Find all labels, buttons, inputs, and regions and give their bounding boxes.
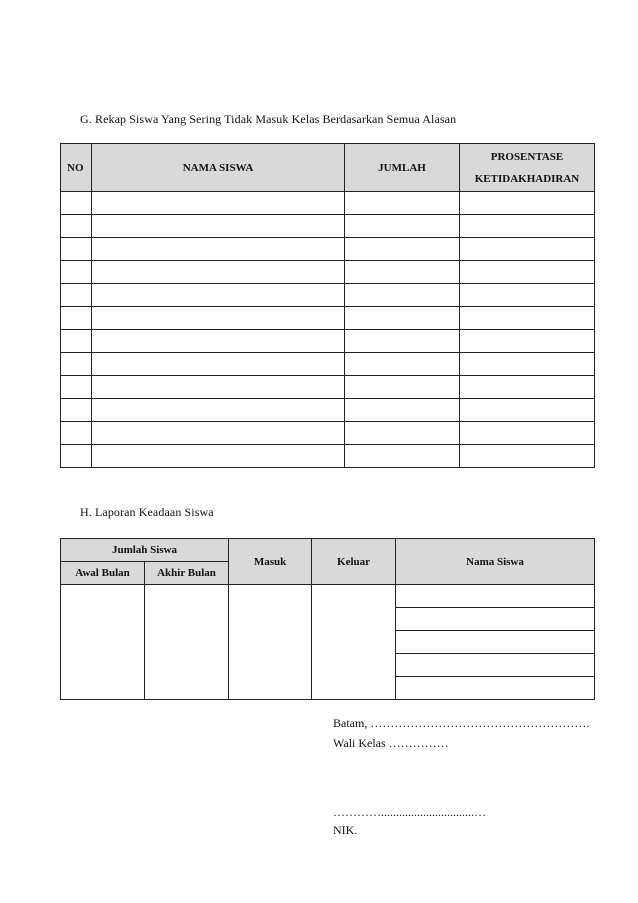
table-row — [61, 284, 595, 307]
rekap-table — [60, 143, 595, 468]
table-cell — [345, 192, 460, 215]
rekap-body — [61, 192, 595, 468]
signature-nik: NIK. — [333, 823, 358, 837]
table-cell — [460, 307, 595, 330]
rekap-header-row — [61, 144, 595, 192]
table-cell — [61, 585, 145, 700]
table-cell — [345, 445, 460, 468]
table-cell — [92, 353, 345, 376]
table-cell — [61, 261, 92, 284]
table-row — [61, 376, 595, 399]
col-jumlah: JUMLAH — [345, 144, 460, 192]
table-cell — [61, 238, 92, 261]
table-cell — [460, 399, 595, 422]
table-row — [61, 215, 595, 238]
table-cell — [61, 422, 92, 445]
table-cell — [396, 608, 595, 631]
table-cell — [460, 284, 595, 307]
table-cell — [460, 422, 595, 445]
table-cell — [61, 353, 92, 376]
signature-name-line: …………...............................… — [333, 805, 486, 819]
table-cell — [92, 215, 345, 238]
table-row — [61, 445, 595, 468]
col-prosentase-line1: PROSENTASE — [490, 150, 564, 163]
col-keluar: Keluar — [312, 539, 396, 585]
table-cell — [396, 631, 595, 654]
table-row — [61, 330, 595, 353]
table-cell — [92, 192, 345, 215]
keadaan-header-row-1 — [61, 539, 595, 562]
table-cell — [345, 330, 460, 353]
col-awal-bulan: Awal Bulan — [61, 562, 145, 585]
table-cell — [61, 307, 92, 330]
section-h-heading: H. Laporan Keadaan Siswa — [80, 505, 214, 519]
table-cell — [61, 192, 92, 215]
table-cell — [460, 261, 595, 284]
table-cell — [460, 330, 595, 353]
table-cell — [92, 330, 345, 353]
table-cell — [61, 215, 92, 238]
col-nama-siswa: NAMA SISWA — [92, 144, 345, 192]
col-prosentase-line2: KETIDAKHADIRAN — [474, 172, 580, 185]
table-cell — [345, 422, 460, 445]
table-row — [61, 192, 595, 215]
table-cell — [396, 654, 595, 677]
table-row — [61, 238, 595, 261]
keadaan-body — [61, 585, 595, 700]
table-cell — [396, 677, 595, 700]
keadaan-table — [60, 538, 595, 700]
table-cell — [312, 585, 396, 700]
table-cell — [92, 261, 345, 284]
table-cell — [61, 330, 92, 353]
table-cell — [345, 376, 460, 399]
table-cell — [92, 238, 345, 261]
table-cell — [460, 215, 595, 238]
table-cell — [396, 585, 595, 608]
col-no: NO — [61, 144, 92, 192]
table-row — [61, 353, 595, 376]
table-cell — [92, 376, 345, 399]
table-cell — [61, 445, 92, 468]
col-masuk: Masuk — [229, 539, 312, 585]
table-cell — [345, 284, 460, 307]
section-g-heading: G. Rekap Siswa Yang Sering Tidak Masuk Kelas Berdasarkan Semua Alasan — [80, 112, 457, 126]
table-cell — [229, 585, 312, 700]
table-row — [61, 307, 595, 330]
table-cell — [92, 399, 345, 422]
table-cell — [460, 353, 595, 376]
table-cell — [92, 284, 345, 307]
table-cell — [92, 307, 345, 330]
table-row — [61, 585, 595, 608]
table-cell — [61, 284, 92, 307]
signature-role: Wali Kelas …………… — [333, 736, 449, 750]
table-cell — [92, 445, 345, 468]
table-cell — [460, 192, 595, 215]
signature-place-date: Batam, ………………………………………………. — [333, 716, 590, 730]
table-cell — [92, 422, 345, 445]
table-cell — [460, 238, 595, 261]
col-nama-siswa-h: Nama Siswa — [396, 539, 595, 585]
table-cell — [61, 376, 92, 399]
table-cell — [345, 261, 460, 284]
table-row — [61, 422, 595, 445]
col-akhir-bulan: Akhir Bulan — [145, 562, 229, 585]
table-row — [61, 261, 595, 284]
col-jumlah-siswa: Jumlah Siswa — [61, 539, 229, 562]
table-cell — [345, 353, 460, 376]
col-prosentase — [460, 144, 595, 192]
table-cell — [460, 445, 595, 468]
table-cell — [345, 215, 460, 238]
table-cell — [61, 399, 92, 422]
table-cell — [460, 376, 595, 399]
table-cell — [345, 399, 460, 422]
table-row — [61, 399, 595, 422]
table-cell — [345, 307, 460, 330]
table-cell — [345, 238, 460, 261]
table-cell — [145, 585, 229, 700]
